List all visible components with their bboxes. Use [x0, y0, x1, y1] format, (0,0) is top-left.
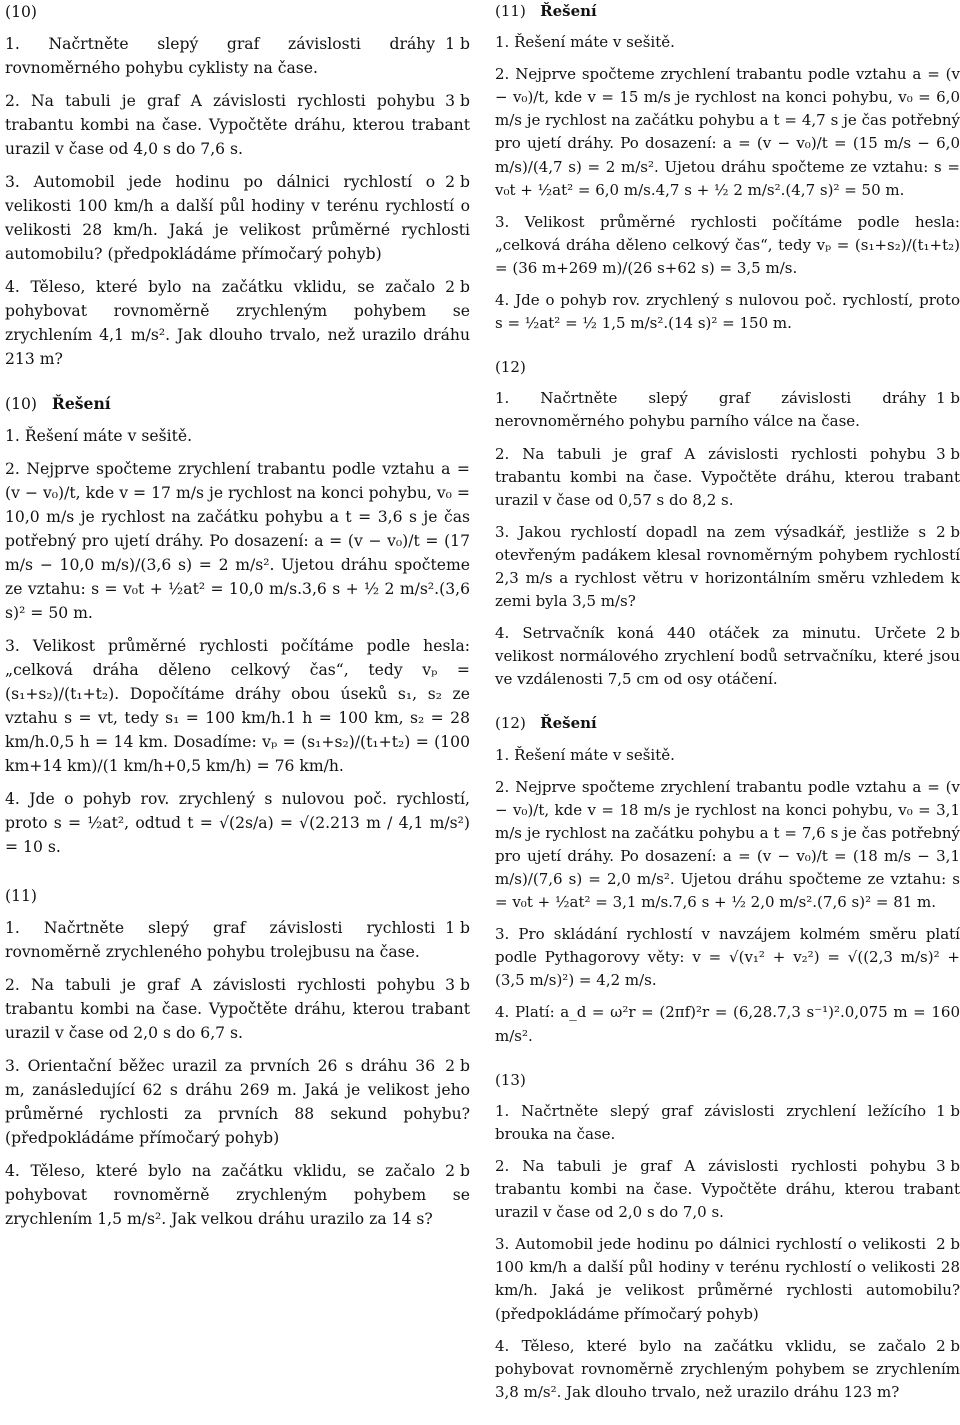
points-label: 3 b [936, 1156, 960, 1175]
item-text: Na tabuli je graf A závislosti rychlosti pohybu trabantu kombi na čase. Vypočtěte dráhu, kterou trabant urazil v čase od 0,57 s do 8,2 s. [495, 444, 960, 509]
list-item [5, 916, 470, 964]
solution-title [495, 0, 960, 23]
item-number: 2. [495, 777, 510, 796]
solution-list-12 [495, 744, 960, 1048]
item-text: Řešení máte v sešitě. [514, 33, 675, 52]
item-text: Nejprve spočteme zrychlení trabantu podle vztahu a = (v − v₀)/t, kde v = 18 m/s je rychlost na konci pohybu, v₀ = 3,1 m/s je rychlost na začátku pohybu a t = 7,6 s je čas potřebný pro ujetí dráhy. Po dosazení: a = (v − v₀)/t = (18 m/s − 3,1 m/s)/(7,6 s) = 2,0 m/s². Ujetou dráhu spočteme ze vztahu: s = v₀t + ½at² = 3,1 m/s.7,6 s + ½ 2,0 m/s².(7,6 s)² = 81 m. [495, 777, 960, 912]
item-text: Velikost průměrné rychlosti počítáme podle hesla: „celková dráha děleno celkový čas“, tedy vₚ = (s₁+s₂)/(t₁+t₂). Dopočítáme dráhy obou úseků s₁, s₂ ze vztahu s = vt, tedy s₁ = 100 km/h.1 h = 100 km, s₂ = 28 km/h.0,5 h = 14 km. Dosadíme: vₚ = (s₁+s₂)/(t₁+t₂) = (100 km+14 km)/(1 km/h+0,5 km/h) = 76 km/h. [5, 637, 470, 775]
item-number: 3. [5, 173, 20, 191]
solution-title [5, 392, 470, 416]
item-text: Na tabuli je graf A závislosti rychlosti pohybu trabantu kombi na čase. Vypočtěte dráhu, kterou trabant urazil v čase od 4,0 s do 7,6 s. [5, 92, 470, 158]
list-item [5, 32, 470, 80]
list-item [495, 31, 960, 54]
item-number: 2. [495, 65, 510, 84]
item-number: 1. [5, 427, 20, 445]
item-number: 4. [495, 1336, 510, 1355]
item-text: Jde o pohyb rov. zrychlený s nulovou poč. rychlostí, proto s = ½at², odtud t = √(2s/a) = √(2.213 m / 4,1 m/s²) = 10 s. [5, 790, 470, 856]
list-item [5, 89, 470, 161]
list-item [5, 634, 470, 778]
item-text: Jakou rychlostí dopadl na zem výsadkář, jestliže s otevřeným padákem klesal rovnoměrným pohybem rychlostí 2,3 m/s a rychlost větru v horizontálním směru vzhledem k zemi byla 3,5 m/s? [495, 522, 960, 611]
item-number: 1. [495, 745, 510, 764]
points-label: 2 b [445, 1162, 470, 1180]
item-text: Automobil jede hodinu po dálnici rychlostí o velikosti 100 km/h a další půl hodiny v terénu rychlostí o velikosti 28 km/h. Jaká je velikost průměrné rychlosti automobilu? (předpokládáme přímočarý pohyb) [495, 1235, 960, 1323]
list-item [495, 744, 960, 767]
list-item [495, 1001, 960, 1047]
list-item [495, 521, 960, 613]
solution-title-number: (11) [495, 2, 526, 20]
list-item [5, 457, 470, 625]
item-number: 1. [5, 919, 20, 937]
item-text: Pro skládání rychlostí v navzájem kolmém směru platí podle Pythagorovy věty: v = √(v₁² + v₂²) = √((2,3 m/s)² + (3,5 m/s)²) = 4,2 m/s. [495, 925, 960, 990]
list-item [5, 973, 470, 1045]
item-text: Načrtněte slepý graf závislosti dráhy rovnoměrného pohybu cyklisty na čase. [5, 35, 436, 77]
list-item [5, 275, 470, 371]
left-column [5, 0, 470, 1240]
points-label: 1 b [936, 389, 960, 408]
list-item [495, 1100, 960, 1146]
list-item [495, 387, 960, 433]
points-label: 2 b [936, 522, 960, 541]
item-text: Nejprve spočteme zrychlení trabantu podle vztahu a = (v − v₀)/t, kde v = 15 m/s je rychlost na konci pohybu, v₀ = 6,0 m/s je rychlost na začátku pohybu a t = 4,7 s je čas potřebný pro ujetí dráhy. Po dosazení: a = (v − v₀)/t = (15 m/s − 6,0 m/s)/(4,7 s) = 2 m/s². Ujetou dráhu spočteme ze vztahu: s = v₀t + ½at² = 6,0 m/s.4,7 s + ½ 2 m/s².(4,7 s)² = 50 m. [495, 65, 960, 199]
list-item [495, 1335, 960, 1404]
list-item [495, 289, 960, 335]
item-text: Načrtněte slepý graf závislosti dráhy nerovnoměrného pohybu parního válce na čase. [495, 389, 927, 431]
solution-title-word: Řešení [540, 714, 597, 733]
item-text: Těleso, které bylo na začátku vklidu, se začalo pohybovat rovnoměrně zrychleným pohybem se zrychlením 4,1 m/s². Jak dlouho trvalo, než urazilo dráhu 213 m? [5, 278, 470, 368]
points-label: 2 b [445, 1057, 470, 1075]
points-label: 3 b [445, 92, 470, 110]
item-text: Na tabuli je graf A závislosti rychlosti pohybu trabantu kombi na čase. Vypočtěte dráhu, kterou trabant urazil v čase od 2,0 s do 7,0 s. [495, 1156, 960, 1222]
item-number: 1. [5, 35, 20, 53]
item-text: Platí: a_d = ω²r = (2πf)²r = (6,28.7,3 s⁻¹)².0,075 m = 160 m/s². [495, 1003, 960, 1045]
item-text: Velikost průměrné rychlosti počítáme podle hesla: „celková dráha děleno celkový čas“, tedy vₚ = (s₁+s₂)/(t₁+t₂) = (36 m+269 m)/(26 s+62 s) = 3,5 m/s. [495, 212, 960, 277]
item-text: Nejprve spočteme zrychlení trabantu podle vztahu a = (v − v₀)/t, kde v = 17 m/s je rychlost na konci pohybu, v₀ = 10,0 m/s je rychlost na začátku pohybu a t = 3,6 s je čas potřebný pro ujetí dráhy. Po dosazení: a = (v − v₀)/t = (17 m/s − 10,0 m/s)/(3,6 s) = 2 m/s². Ujetou dráhu spočteme ze vztahu: s = v₀t + ½at² = 10,0 m/s.3,6 s + ½ 2 m/s².(3,6 s)² = 50 m. [5, 460, 470, 622]
item-number: 4. [495, 624, 510, 643]
item-number: 2. [495, 444, 510, 463]
points-label: 3 b [936, 444, 960, 463]
item-number: 2. [5, 460, 20, 478]
solution-title-number: (10) [5, 395, 38, 413]
item-text: Načrtněte slepý graf závislosti zrychlení ležícího brouka na čase. [495, 1101, 927, 1143]
item-text: Načrtněte slepý graf závislosti rychlosti rovnoměrně zrychleného pohybu trolejbusu na čase. [5, 919, 436, 961]
solution-title [495, 712, 960, 735]
item-text: Orientační běžec urazil za prvních 26 s dráhu 36 m, zanásledující 62 s dráhu 269 m. Jaká je velikost jeho průměrné rychlosti za prvních 88 sekund pohybu? (předpokládáme přímočarý pohyb) [5, 1057, 470, 1147]
item-number: 3. [5, 1057, 20, 1075]
section-title: (11) [5, 887, 38, 905]
solution-title-number: (12) [495, 714, 526, 733]
list-item [495, 1233, 960, 1325]
item-number: 2. [5, 976, 20, 994]
item-number: 1. [495, 389, 510, 408]
list-item [495, 776, 960, 915]
item-number: 2. [495, 1156, 510, 1175]
list-item [495, 211, 960, 280]
points-label: 1 b [445, 919, 470, 937]
item-number: 4. [5, 790, 20, 808]
item-text: Těleso, které bylo na začátku vklidu, se začalo pohybovat rovnoměrně zrychleným pohybem se zrychlením 1,5 m/s². Jak velkou dráhu urazilo za 14 s? [5, 1162, 470, 1228]
problem-list-11 [5, 916, 470, 1231]
item-number: 2. [5, 92, 20, 110]
item-number: 1. [495, 1101, 510, 1120]
item-number: 3. [495, 925, 510, 944]
problem-list-10 [5, 32, 470, 371]
item-number: 4. [5, 278, 20, 296]
item-number: 4. [495, 1003, 510, 1022]
item-number: 1. [495, 33, 510, 52]
section-title: (12) [495, 358, 526, 377]
item-text: Řešení máte v sešitě. [24, 427, 193, 445]
points-label: 3 b [445, 976, 470, 994]
list-item [495, 443, 960, 512]
list-item [5, 424, 470, 448]
item-number: 3. [5, 637, 20, 655]
points-label: 2 b [445, 278, 470, 296]
item-number: 4. [5, 1162, 20, 1180]
points-label: 2 b [936, 624, 960, 643]
item-number: 4. [495, 291, 510, 310]
problem-list-12 [495, 387, 960, 691]
list-item [495, 1155, 960, 1224]
list-item [495, 63, 960, 202]
item-text: Na tabuli je graf A závislosti rychlosti pohybu trabantu kombi na čase. Vypočtěte dráhu, kterou trabant urazil v čase od 2,0 s do 6,7 s. [5, 976, 470, 1042]
points-label: 1 b [936, 1101, 960, 1120]
item-text: Těleso, které bylo na začátku vklidu, se začalo pohybovat rovnoměrně zrychleným pohybem se zrychlením 3,8 m/s². Jak dlouho trvalo, než urazilo dráhu 123 m? [495, 1336, 960, 1401]
list-item [5, 170, 470, 266]
solution-title-word: Řešení [540, 2, 597, 20]
item-text: Jde o pohyb rov. zrychlený s nulovou poč. rychlostí, proto s = ½at² = ½ 1,5 m/s².(14 s)² = 150 m. [495, 291, 960, 333]
list-item [5, 787, 470, 859]
points-label: 1 b [445, 35, 470, 53]
item-text: Setrvačník koná 440 otáček za minutu. Určete velikost normálového zrychlení bodů setrvačníku, které jsou ve vzdálenosti 7,5 cm od osy otáčení. [495, 624, 960, 689]
list-item [495, 923, 960, 992]
right-column [495, 0, 960, 1413]
section-title: (10) [5, 3, 38, 21]
item-text: Řešení máte v sešitě. [514, 745, 675, 764]
problem-list-13 [495, 1100, 960, 1404]
points-label: 2 b [936, 1235, 960, 1254]
item-number: 3. [495, 1235, 510, 1254]
points-label: 2 b [936, 1336, 960, 1355]
points-label: 2 b [445, 173, 470, 191]
solution-list-11 [495, 31, 960, 335]
item-number: 3. [495, 522, 510, 541]
section-title: (13) [495, 1070, 526, 1089]
solution-title-word: Řešení [51, 394, 111, 413]
list-item [495, 622, 960, 691]
list-item [5, 1159, 470, 1231]
item-number: 3. [495, 212, 510, 231]
solution-list-10 [5, 424, 470, 859]
item-text: Automobil jede hodinu po dálnici rychlostí o velikosti 100 km/h a další půl hodiny v terénu rychlostí o velikosti 28 km/h. Jaká je velikost průměrné rychlosti automobilu? (předpokládáme přímočarý pohyb) [5, 173, 470, 263]
list-item [5, 1054, 470, 1150]
